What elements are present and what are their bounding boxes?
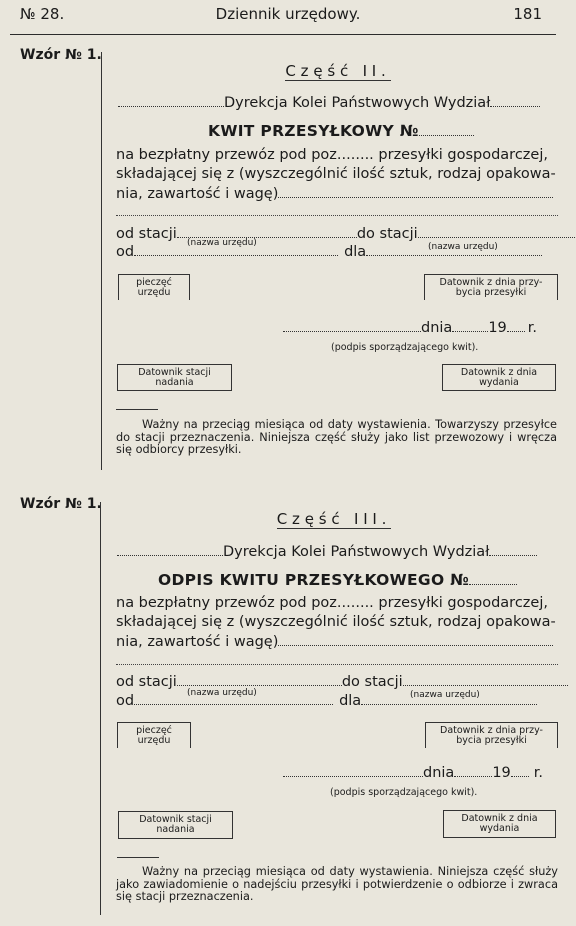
footer-rule bbox=[117, 857, 159, 858]
office-name-caption: (nazwa urzędu) bbox=[410, 690, 480, 700]
part-title: Część II. bbox=[285, 62, 391, 80]
header-rule bbox=[10, 34, 556, 35]
office-from-line: od dla bbox=[116, 691, 537, 709]
stamp-box-delivery: Datownik z dnia wydania bbox=[443, 810, 556, 838]
stamp-box-office: pieczęć urzędu bbox=[118, 274, 190, 300]
vertical-rule bbox=[100, 502, 101, 915]
footer-rule bbox=[116, 409, 158, 410]
blank-line bbox=[116, 664, 558, 665]
signature-caption: (podpis sporządzającego kwit). bbox=[331, 342, 479, 353]
part-title: Część III. bbox=[276, 510, 392, 528]
stamp-box-arrival: Datownik z dnia przy- bycia przesyłki bbox=[424, 274, 558, 300]
office-from-line: od dla bbox=[116, 242, 542, 260]
office-name-caption: (nazwa urzędu) bbox=[187, 238, 257, 248]
description-paragraph: na bezpłatny przewóz pod poz........ przesyłki gospodarczej, składającej się z (wyszczególnić ilość sztuk, rodzaj opakowa- nia, zawartość i wagę) bbox=[116, 595, 556, 651]
stamp-box-dispatch: Datownik stacji nadania bbox=[118, 811, 233, 839]
signature-caption: (podpis sporządzającego kwit). bbox=[330, 787, 478, 798]
vertical-rule bbox=[101, 52, 102, 470]
station-from-line: od stacji do stacji bbox=[116, 672, 568, 690]
dyrekcja-line: Dyrekcja Kolei Państwowych Wydział bbox=[117, 542, 537, 560]
document-heading: ODPIS KWITU PRZESYŁKOWEGO № bbox=[158, 570, 517, 589]
stamp-box-delivery: Datownik z dnia wydania bbox=[442, 364, 556, 391]
stamp-box-dispatch: Datownik stacji nadania bbox=[117, 364, 232, 391]
stamp-box-arrival: Datownik z dnia przy- bycia przesyłki bbox=[425, 722, 558, 748]
footer-note: Ważny na przeciąg miesiąca od daty wystawienia. Niniejsza część służy jako zawiadomienie o nadejściu przesyłki i potwierdzenie o odbiorze i zwraca się stacji przeznaczenia. bbox=[116, 865, 558, 903]
office-name-caption: (nazwa urzędu) bbox=[428, 242, 498, 252]
description-paragraph: na bezpłatny przewóz pod poz........ przesyłki gospodarczej, składającej się z (wyszczególnić ilość sztuk, rodzaj opakowa- nia, zawartość i wagę) bbox=[116, 147, 556, 203]
journal-title: Dziennik urzędowy. bbox=[215, 5, 361, 23]
date-line: dnia 19 r. bbox=[283, 318, 537, 336]
page-number: 181 bbox=[513, 5, 542, 23]
issue-number: № 28. bbox=[20, 5, 65, 23]
office-name-caption: (nazwa urzędu) bbox=[187, 688, 257, 698]
footer-note: Ważny na przeciąg miesiąca od daty wystawienia. Towarzyszy przesyłce do stacji przeznaczenia. Niniejsza część służy jako list przewozowy i wręcza się odbiorcy przesyłki. bbox=[116, 418, 557, 456]
dyrekcja-line: Dyrekcja Kolei Państwowych Wydział bbox=[118, 93, 540, 111]
wzor-label: Wzór № 1. bbox=[20, 47, 102, 63]
blank-line bbox=[116, 215, 558, 216]
document-heading: KWIT PRZESYŁKOWY № bbox=[208, 121, 474, 140]
date-line: dnia 19 r. bbox=[283, 763, 543, 781]
stamp-box-office: pieczęć urzędu bbox=[117, 722, 191, 748]
wzor-label: Wzór № 1. bbox=[20, 496, 102, 512]
station-from-line: od stacji do stacji bbox=[116, 224, 576, 242]
page-header bbox=[0, 3, 576, 25]
